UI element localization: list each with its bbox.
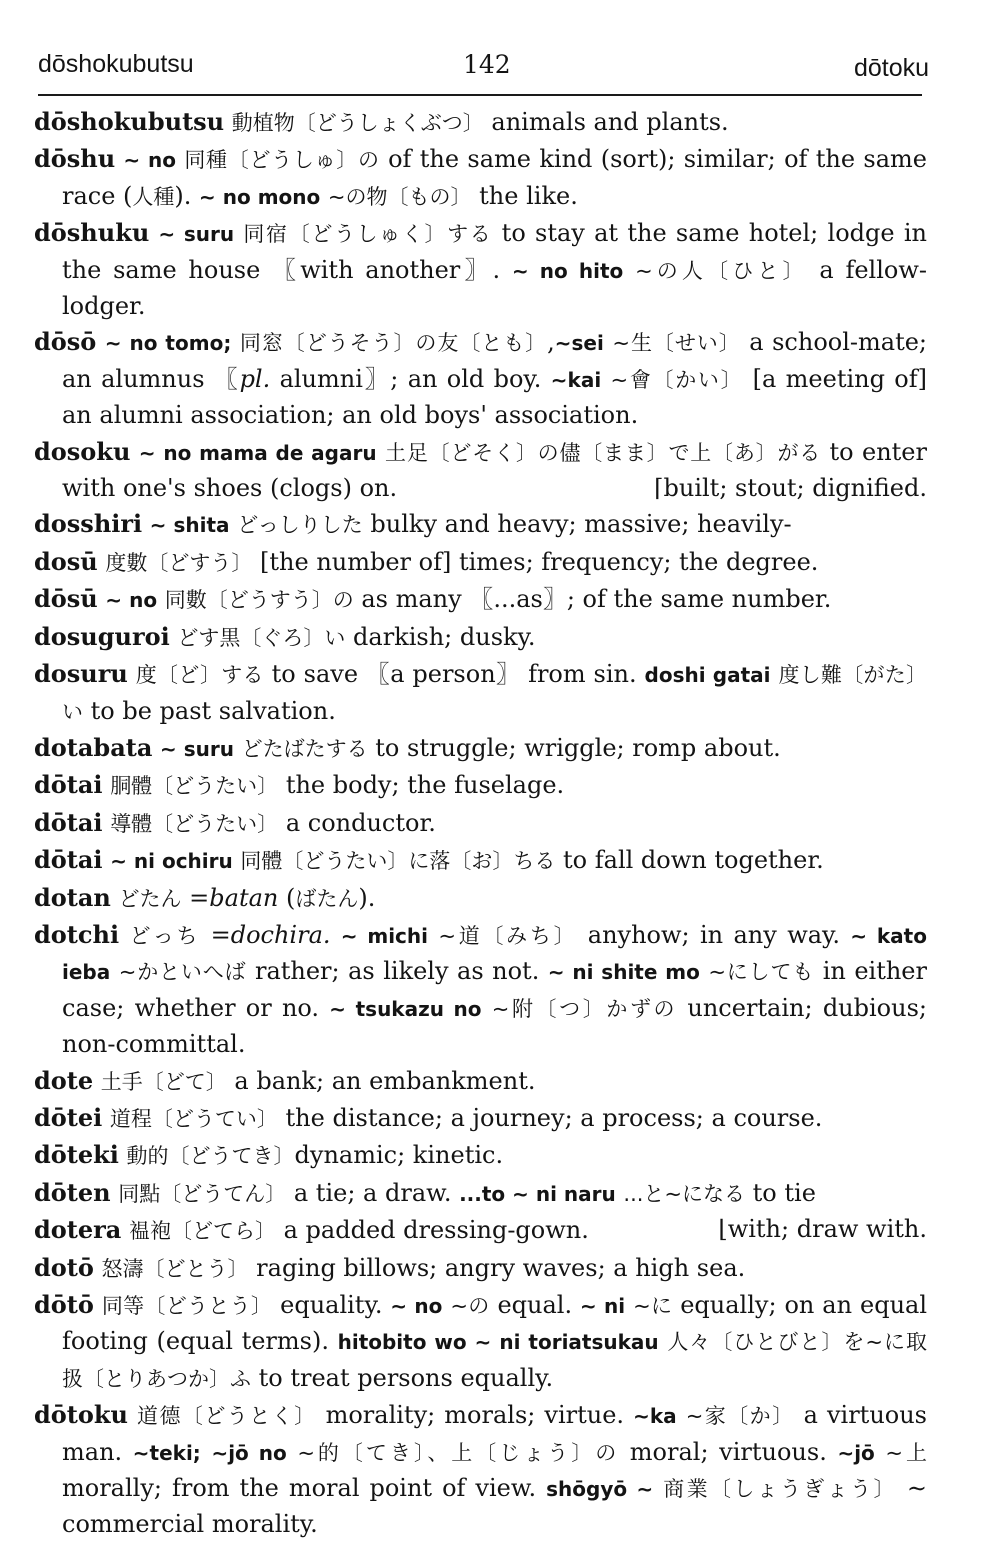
japanese-text: ∼生〔せい〕 xyxy=(612,331,741,356)
japanese-text: 度し難〔がた〕い xyxy=(62,663,928,724)
headword: dotchi xyxy=(34,919,120,949)
dictionary-entry: dōtai 胴體〔どうたい〕 the body; the fuselage. xyxy=(34,770,565,800)
phrase: ∼ ni shite mo xyxy=(547,960,700,985)
japanese-text: ∼の物〔もの〕 xyxy=(327,184,472,209)
headword: dōtai xyxy=(34,770,103,800)
phrase: ∼ka xyxy=(633,1404,677,1429)
japanese-text: ∼の xyxy=(450,1294,490,1318)
dictionary-entry: dōtei 道程〔どうてい〕 the distance; a journey; a process; a course. xyxy=(34,1102,823,1132)
headword: dosuguroi xyxy=(34,621,170,651)
dictionary-entry: dotera 褞袍〔どてら〕 a padded dressing-gown. ⌊with; draw with. xyxy=(34,1212,927,1249)
page-number: 142 xyxy=(463,50,511,79)
dictionary-entry: dōshu ∼ no 同種〔どうしゅ〕の of the same kind (sort); similar; of the same race (人種). ∼ no mono ∼の物〔もの〕 the like. xyxy=(34,144,927,210)
headword: dōshokubutsu xyxy=(34,107,225,136)
page-header xyxy=(38,44,929,84)
phrase: ∼ kato ieba xyxy=(62,923,927,985)
japanese-text: ばたん xyxy=(295,886,359,911)
headword: dōsū xyxy=(34,584,98,614)
japanese-text: 動的〔どうてき〕 xyxy=(126,1144,295,1169)
japanese-text: 土足〔どそく〕の儘〔まま〕で上〔あ〕がる xyxy=(385,440,822,465)
japanese-text: 道程〔どうてい〕 xyxy=(109,1106,278,1131)
headword: dotera xyxy=(34,1215,122,1245)
japanese-text: 同體〔どうたい〕に落〔お〕ちる xyxy=(240,849,556,874)
dictionary-entry: dōtai 導體〔どうたい〕 a conductor. xyxy=(34,807,436,837)
dictionary-entry: dosuguroi どす黒〔ぐろ〕い darkish; dusky. xyxy=(34,621,536,651)
japanese-text: ∼の人〔ひと〕 xyxy=(635,258,808,283)
headword: dote xyxy=(34,1065,94,1095)
header-rule xyxy=(38,94,922,96)
entry-text: ⌈built; stout; dignified. xyxy=(654,474,927,503)
japanese-text: ∼附〔つ〕かずの xyxy=(491,996,678,1021)
phrase: ∼ no mono xyxy=(199,184,321,209)
headword: dōteki xyxy=(34,1140,119,1170)
headword: dosshiri xyxy=(34,509,143,539)
dictionary-entry: dōshuku ∼ suru 同宿〔どうしゅく〕する to stay at the same hotel; lodge in the same house 〖with another〗. ∼ no hito ∼の人〔ひと〕 a fellow-lodger. xyxy=(34,218,927,321)
phrase: ∼kai xyxy=(550,367,602,392)
japanese-text: 人々〔ひとびと〕を∼に取扱〔とりあつか〕ふ xyxy=(62,1330,927,1391)
japanese-text: ∼上 xyxy=(885,1440,927,1465)
dictionary-entry: dotchi どっち =dochira. ∼ michi ∼道〔みち〕 anyhow; in any way. ∼ kato ieba ∼かといへば rather; as likely as not. ∼ ni shite mo ∼にしても in either case; whether or no. ∼ tsukazu no ∼附〔つ〕かずの uncertain; dubious; non-committal. xyxy=(34,919,927,1059)
japanese-text: 同窓〔どうそう〕の友〔とも〕 xyxy=(239,331,548,356)
dictionary-entry: dōteki 動的〔どうてき〕dynamic; kinetic. xyxy=(34,1140,504,1170)
japanese-text: 度〔ど〕する xyxy=(135,663,264,688)
japanese-text: ∼家〔か〕 xyxy=(685,1404,795,1429)
phrase: hitobito wo ∼ ni toriatsukau xyxy=(337,1330,659,1355)
dictionary-entry: dōtoku 道德〔どうとく〕 morality; morals; virtue. ∼ka ∼家〔か〕 a virtuous man. ∼teki; ∼jō no ∼的〔てき〕、上〔じょう〕の moral; virtuous. ∼jō ∼上 morally; from the moral point of view. shōgyō ∼ 商業〔しょうぎょう〕 ∼ commercial morality. xyxy=(34,1400,927,1539)
dictionary-entry: dōtō 同等〔どうとう〕 equality. ∼ no ∼の equal. ∼ ni ∼に equally; on an equal footing (equal terms). hitobito wo ∼ ni toriatsukau 人々〔ひとびと〕を∼に取扱〔とりあつか〕ふ to treat persons equally. xyxy=(34,1290,928,1392)
phrase: ∼ tsukazu no xyxy=(329,996,482,1021)
dictionary-entry: dōtai ∼ ni ochiru 同體〔どうたい〕に落〔お〕ちる to fall down together. xyxy=(34,845,824,875)
headword: dōtoku xyxy=(34,1400,128,1430)
japanese-text: 胴體〔どうたい〕 xyxy=(110,774,279,799)
japanese-text: 同點〔どうてん〕 xyxy=(118,1181,287,1206)
japanese-text: ∼道〔みち〕 xyxy=(438,923,578,948)
japanese-text: ∼かといへば xyxy=(118,960,247,985)
phrase: ∼ no xyxy=(390,1294,443,1318)
japanese-text: 同等〔どうとう〕 xyxy=(101,1294,273,1318)
phrase: ∼ no hito xyxy=(511,258,624,283)
phrase: ∼teki; xyxy=(132,1440,201,1465)
japanese-text: ∼會〔かい〕 xyxy=(610,367,744,392)
japanese-text: どっしりした xyxy=(237,513,363,538)
dictionary-entry: dōsū ∼ no 同數〔どうすう〕の as many 〖...as〗; of the same number. xyxy=(34,584,832,614)
japanese-text: どす黒〔ぐろ〕い xyxy=(177,625,346,650)
phrase: ∼ no xyxy=(123,148,176,173)
japanese-text: 褞袍〔どてら〕 xyxy=(128,1219,276,1244)
headword: dōshu xyxy=(34,144,116,174)
headword: dotabata xyxy=(34,732,153,762)
phrase: ∼ michi xyxy=(340,923,428,948)
dictionary-entry: dotan どたん =batan (ばたん). xyxy=(34,882,376,912)
headword: dōshuku xyxy=(34,218,150,248)
japanese-text: ∼にしても xyxy=(708,960,815,985)
dictionary-entry: dote 土手〔どて〕 a bank; an embankment. xyxy=(34,1065,536,1095)
japanese-text: 土手〔どて〕 xyxy=(100,1069,227,1094)
entry-text: dochira. xyxy=(230,920,331,949)
japanese-text: ∼に xyxy=(633,1294,673,1318)
dictionary-entries xyxy=(34,104,927,1543)
phrase: ∼jō xyxy=(837,1440,875,1465)
dictionary-entry: dosū 度數〔どすう〕 [the number of] times; frequency; the degree. xyxy=(34,546,819,576)
phrase: ∼ ni ochiru xyxy=(110,849,233,874)
japanese-text: 人種 xyxy=(132,184,175,209)
dictionary-entry: dosuru 度〔ど〕する to save 〖a person〗 from sin. doshi gatai 度し難〔がた〕い to be past salvation. xyxy=(34,659,928,725)
header-first-word: dōshokubutsu xyxy=(38,50,194,78)
dictionary-entry: dōsō ∼ no tomo; 同窓〔どうそう〕の友〔とも〕,∼sei ∼生〔せい〕 a school-mate; an alumnus 〖pl. alumni〗; an old boy. ∼kai ∼會〔かい〕 [a meeting of] an alumni association; an old boys' association. xyxy=(34,327,928,430)
dictionary-entry: dosoku ∼ no mama de agaru 土足〔どそく〕の儘〔まま〕で上〔あ〕がる to enter with one's shoes (clogs) on. ⌈built; stout; dignified. xyxy=(34,434,927,507)
japanese-text: どたばたする xyxy=(241,736,368,761)
headword: dotō xyxy=(34,1252,94,1282)
dictionary-entry: dōten 同點〔どうてん〕 a tie; a draw. ...to ∼ ni naru ...と∼になる to tie xyxy=(34,1177,816,1207)
headword: dōtai xyxy=(34,845,103,875)
dictionary-entry: dotō 怒濤〔どとう〕 raging billows; angry waves; a high sea. xyxy=(34,1252,746,1282)
phrase: ∼sei xyxy=(554,331,604,356)
phrase: ∼ no tomo; xyxy=(104,331,232,356)
japanese-text: どっち xyxy=(129,923,201,948)
phrase: ∼ ni xyxy=(580,1294,626,1318)
japanese-text: 同種〔どうしゅ〕の xyxy=(184,148,380,173)
headword: dōsō xyxy=(34,327,97,357)
japanese-text: 商業〔しょうぎょう〕 xyxy=(663,1477,897,1502)
dictionary-entry: dosshiri ∼ shita どっしりした bulky and heavy; massive; heavily- xyxy=(34,509,792,539)
japanese-text: 導體〔どうたい〕 xyxy=(110,811,279,836)
japanese-text: 動植物〔どうしょくぶつ〕 xyxy=(231,111,484,135)
headword: dosoku xyxy=(34,436,131,466)
headword: dōtō xyxy=(34,1290,94,1319)
phrase: ∼ suru xyxy=(160,736,235,761)
headword: dōtai xyxy=(34,807,103,837)
japanese-text: 同宿〔どうしゅく〕する xyxy=(243,222,493,247)
phrase: ∼ no mama de agaru xyxy=(138,440,377,465)
phrase: ∼ no xyxy=(105,588,158,613)
japanese-text: 度數〔どすう〕 xyxy=(105,550,253,575)
japanese-text: ∼的〔てき〕、上〔じょう〕の xyxy=(297,1440,620,1465)
japanese-text: 同數〔どうすう〕の xyxy=(164,588,354,613)
phrase: ...to ∼ ni naru xyxy=(459,1181,616,1206)
headword: dosuru xyxy=(34,659,128,689)
japanese-text: 怒濤〔どとう〕 xyxy=(101,1256,249,1281)
entry-text: ⌊with; draw with. xyxy=(718,1215,927,1244)
japanese-text: どたん xyxy=(118,886,182,911)
phrase: ∼jō no xyxy=(211,1440,287,1465)
dictionary-entry: dōshokubutsu 動植物〔どうしょくぶつ〕 animals and plants. xyxy=(34,107,729,136)
dictionary-entry: dotabata ∼ suru どたばたする to struggle; wriggle; romp about. xyxy=(34,732,781,762)
phrase: ∼ shita xyxy=(149,513,230,538)
entry-text: batan xyxy=(209,883,279,912)
phrase: doshi gatai xyxy=(644,663,771,688)
phrase: ∼ suru xyxy=(158,222,235,247)
header-last-word: dōtoku xyxy=(853,54,929,82)
japanese-text: 道德〔どうとく〕 xyxy=(137,1404,317,1429)
phrase: shōgyō ∼ xyxy=(546,1477,654,1502)
headword: dotan xyxy=(34,882,111,912)
headword: dōten xyxy=(34,1177,111,1207)
headword: dosū xyxy=(34,546,98,576)
headword: dōtei xyxy=(34,1102,103,1132)
japanese-text: ...と∼になる xyxy=(623,1181,746,1206)
entry-text: pl. xyxy=(239,364,271,393)
